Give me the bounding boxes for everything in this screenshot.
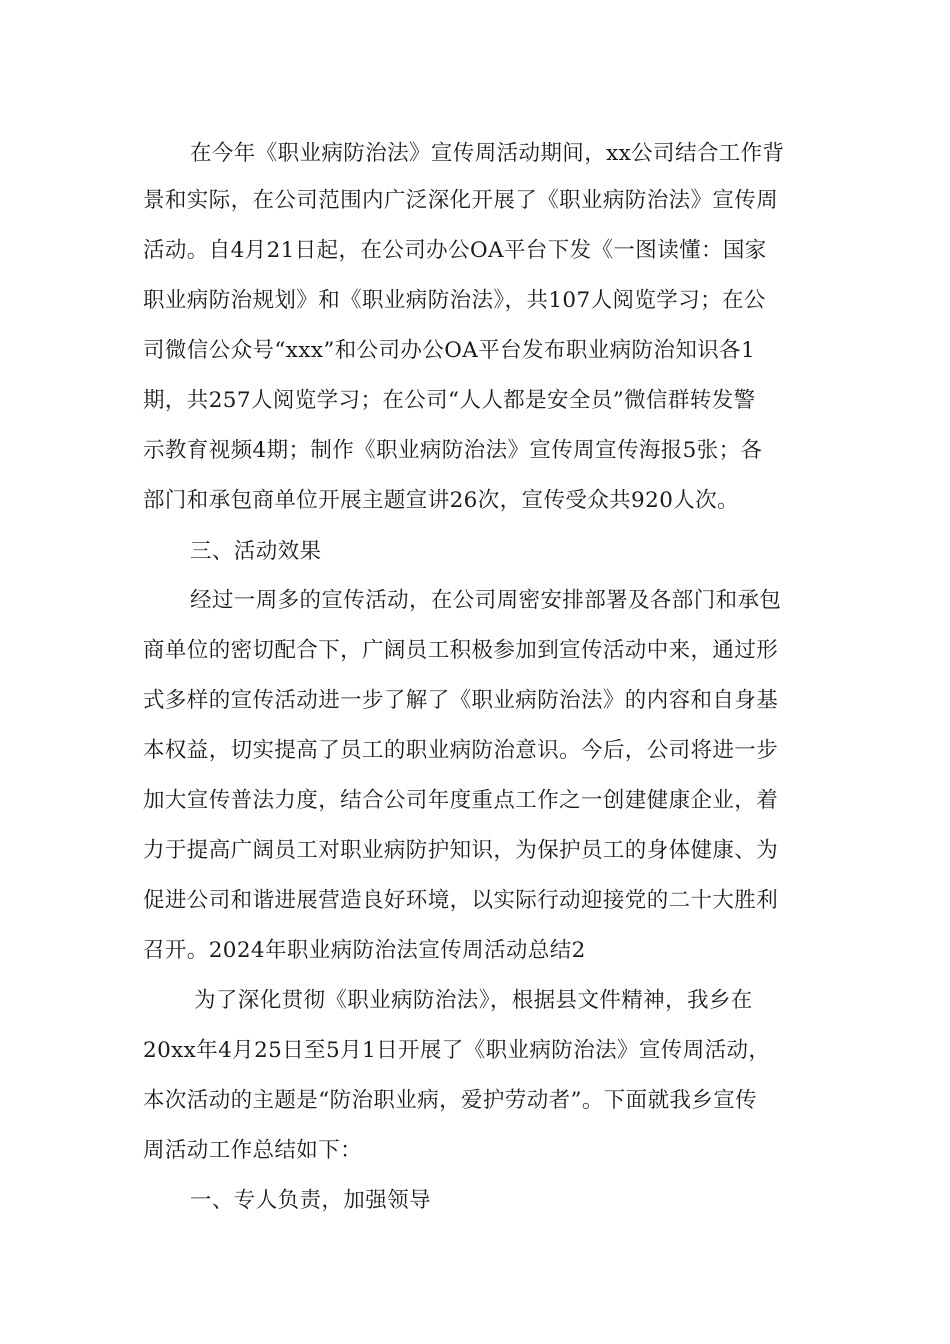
paragraph-2-line-8: 召开。2024年职业病防治法宣传周活动总结2 xyxy=(143,938,586,963)
paragraph-1-line-7: 示教育视频4期；制作《职业病防治法》宣传周宣传海报5张；各 xyxy=(143,438,763,463)
paragraph-1-line-6: 期，共257人阅览学习；在公司“人人都是安全员”微信群转发警 xyxy=(143,388,756,413)
paragraph-1-line-1: 在今年《职业病防治法》宣传周活动期间，xx公司结合工作背 xyxy=(190,141,785,166)
paragraph-2-line-4: 本权益，切实提高了员工的职业病防治意识。今后，公司将进一步 xyxy=(143,738,779,763)
paragraph-2-line-6: 力于提高广阔员工对职业病防护知识，为保护员工的身体健康、为 xyxy=(143,838,779,863)
paragraph-1-line-4: 职业病防治规划》和《职业病防治法》，共107人阅览学习；在公 xyxy=(143,288,766,313)
paragraph-3-line-1: 为了深化贯彻《职业病防治法》，根据县文件精神，我乡在 xyxy=(194,988,753,1013)
paragraph-1-line-5: 司微信公众号“xxx”和公司办公OA平台发布职业病防治知识各1 xyxy=(143,338,756,363)
paragraph-2-line-2: 商单位的密切配合下，广阔员工积极参加到宣传活动中来，通过形 xyxy=(143,638,779,663)
section-heading-responsibility: 一、专人负责，加强领导 xyxy=(190,1188,431,1213)
paragraph-3-line-3: 本次活动的主题是“防治职业病，爱护劳动者”。下面就我乡宣传 xyxy=(143,1088,758,1113)
paragraph-3-line-2: 20xx年4月25日至5月1日开展了《职业病防治法》宣传周活动， xyxy=(143,1038,771,1063)
paragraph-2-line-7: 促进公司和谐进展营造良好环境，以实际行动迎接党的二十大胜利 xyxy=(143,888,779,913)
paragraph-1-line-2: 景和实际，在公司范围内广泛深化开展了《职业病防治法》宣传周 xyxy=(143,188,779,213)
paragraph-2-line-3: 式多样的宣传活动进一步了解了《职业病防治法》的内容和自身基 xyxy=(143,688,779,713)
section-heading-activity-effect: 三、活动效果 xyxy=(190,539,322,564)
paragraph-3-line-4: 周活动工作总结如下： xyxy=(143,1138,363,1163)
paragraph-1-line-3: 活动。自4月21日起，在公司办公OA平台下发《一图读懂：国家 xyxy=(143,238,767,263)
paragraph-2-line-1: 经过一周多的宣传活动，在公司周密安排部署及各部门和承包 xyxy=(190,588,782,613)
paragraph-2-line-5: 加大宣传普法力度，结合公司年度重点工作之一创建健康企业，着 xyxy=(143,788,779,813)
paragraph-1-line-8: 部门和承包商单位开展主题宣讲26次，宣传受众共920人次。 xyxy=(143,488,739,513)
